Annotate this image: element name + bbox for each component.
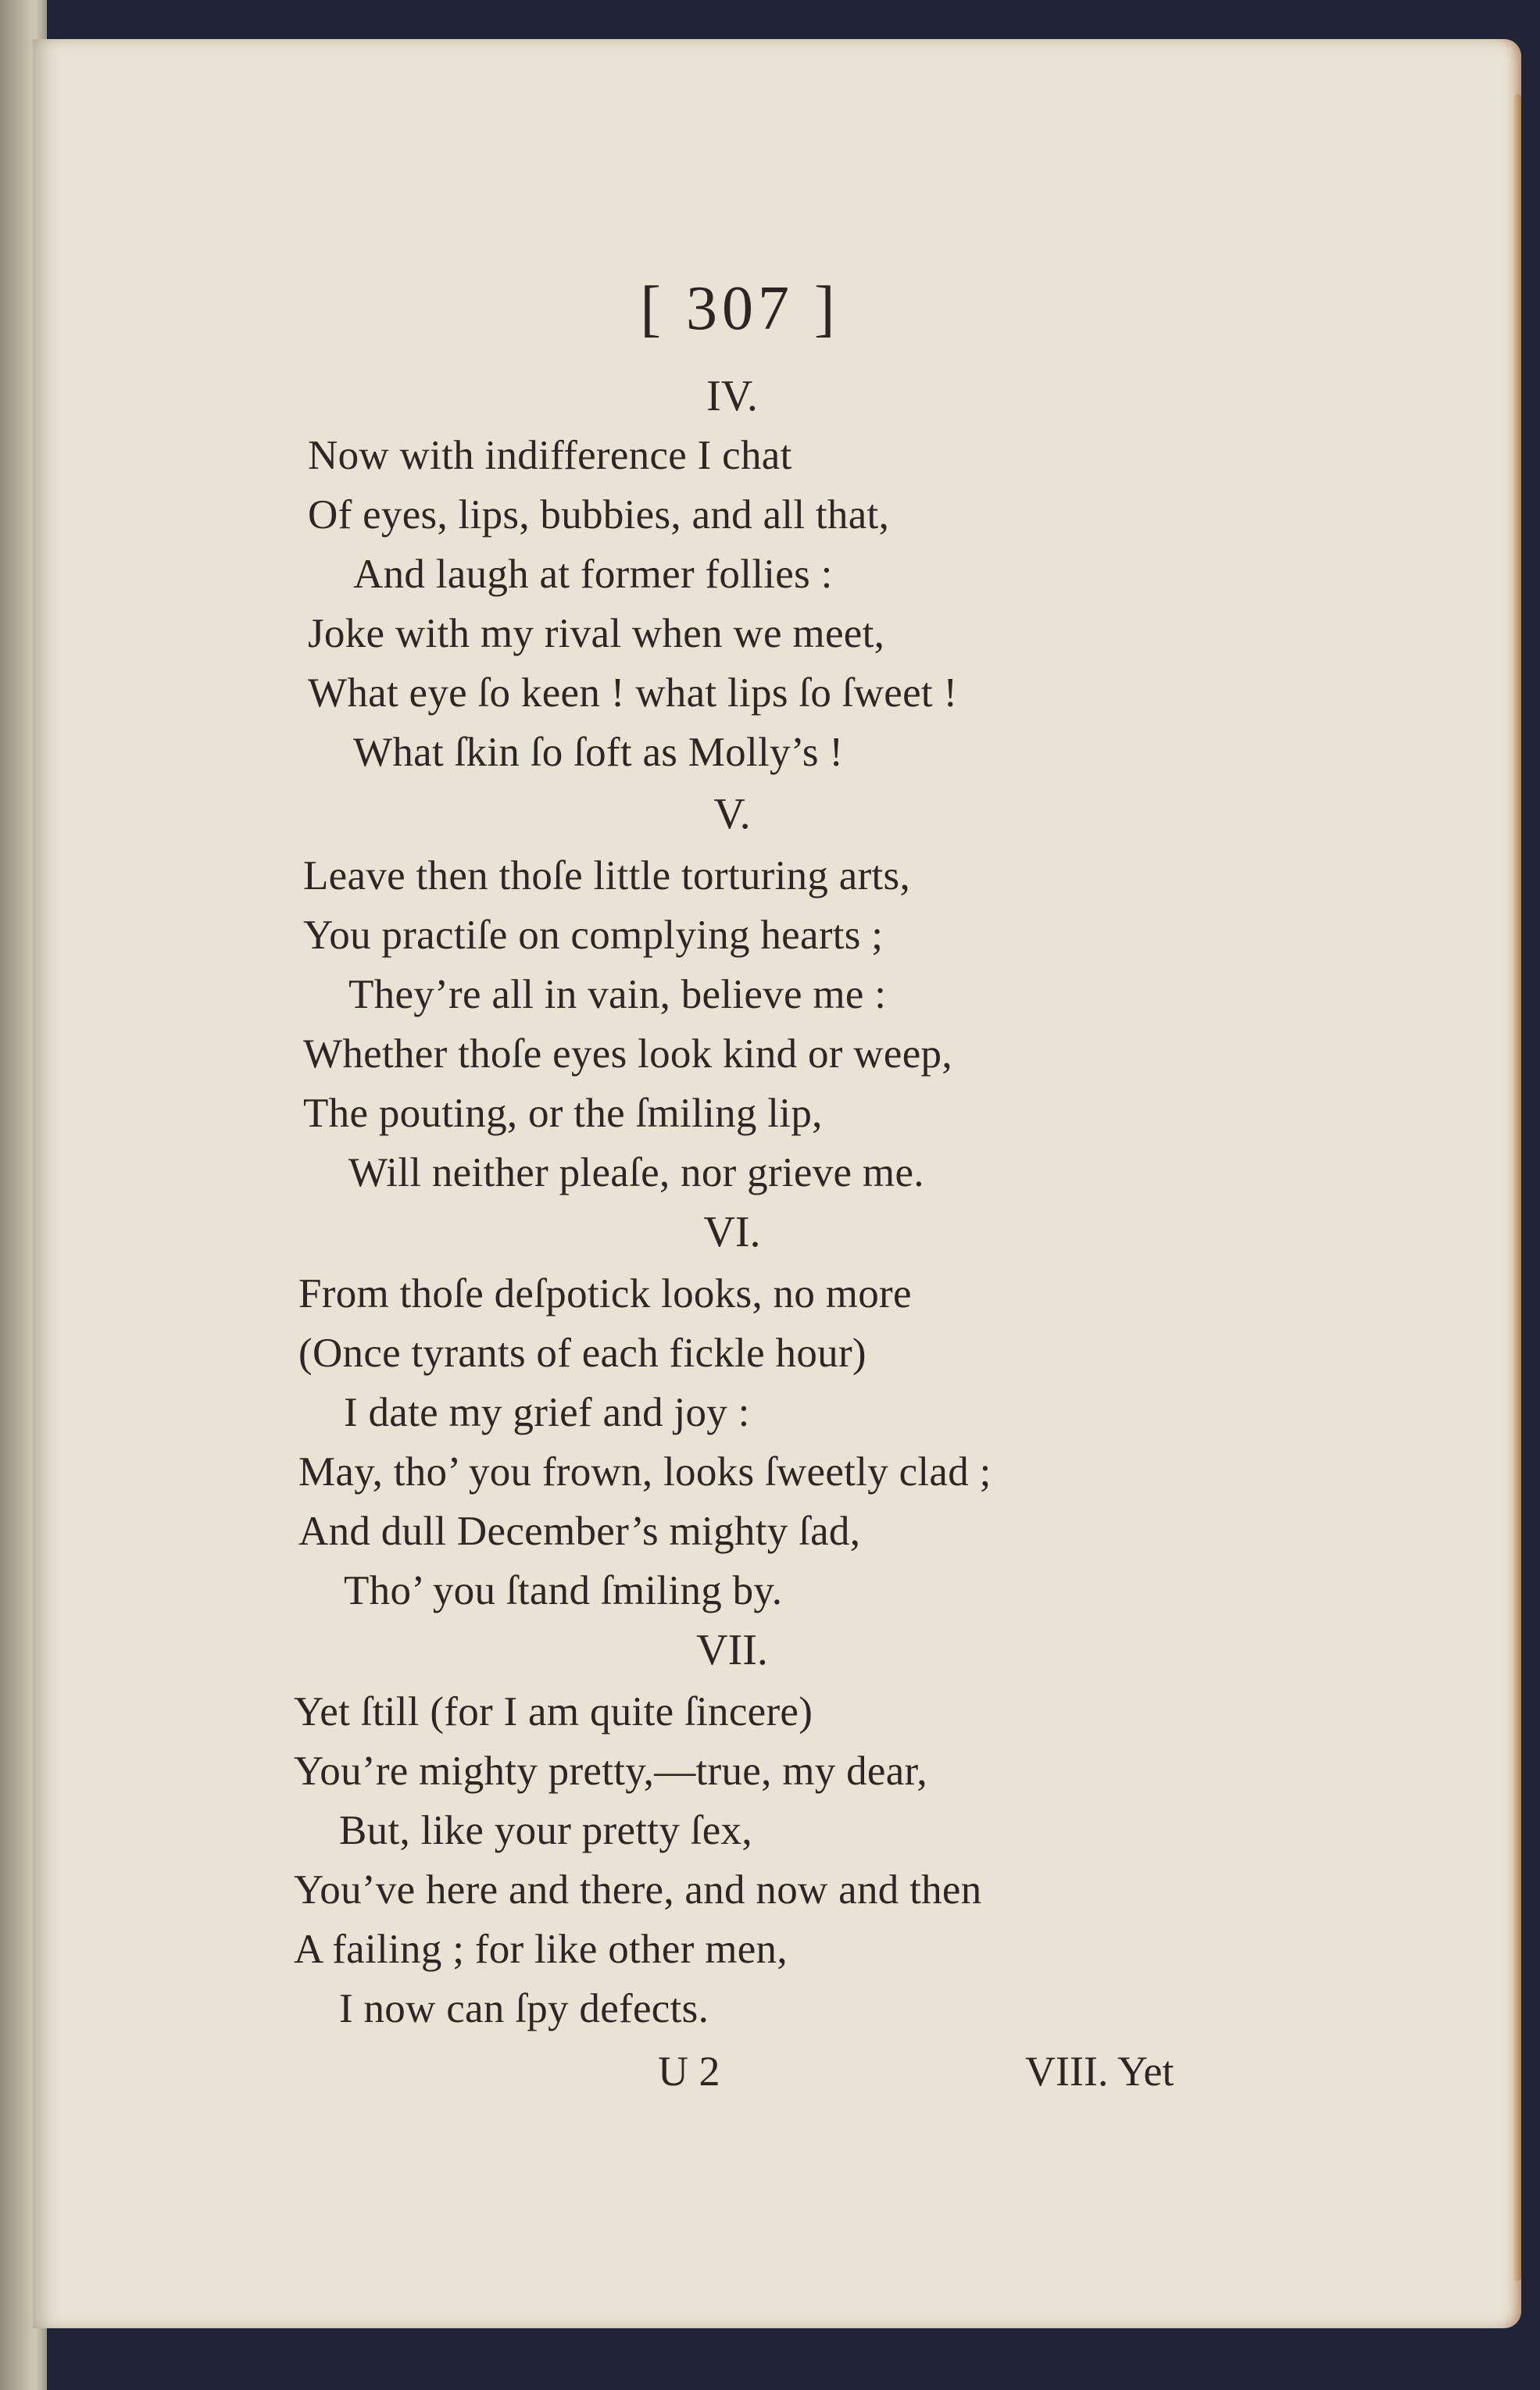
stanza-numeral-iv: IV. (706, 372, 758, 420)
stanza-v-line-6: Will neither pleaſe, nor grieve me. (348, 1150, 924, 1195)
stanza-iv-line-5: What eye ſo keen ! what lips ſo ſweet ! (308, 670, 958, 716)
stanza-vii-line-1: Yet ſtill (for I am quite ſincere) (294, 1689, 813, 1734)
stanza-vi-line-3: I date my grief and joy : (344, 1390, 750, 1435)
stanza-v-line-4: Whether thoſe eyes look kind or weep, (303, 1031, 952, 1077)
stanza-v-line-5: The pouting, or the ſmiling lip, (303, 1091, 823, 1136)
page-number: [ 307 ] (640, 274, 840, 343)
page-content (33, 39, 1521, 2328)
stanza-numeral-v: V. (713, 790, 751, 838)
stanza-vii-line-3: But, like your pretty ſex, (339, 1808, 752, 1853)
stanza-numeral-vi: VI. (703, 1208, 761, 1256)
stanza-v-line-1: Leave then thoſe little torturing arts, (303, 853, 911, 898)
stanza-iv-line-2: Of eyes, lips, bubbies, and all that, (308, 492, 890, 538)
signature-mark: U 2 (658, 2048, 720, 2095)
stanza-vii-line-4: You’ve here and there, and now and then (294, 1867, 982, 1913)
stanza-vi-line-1: From thoſe deſpotick looks, no more (298, 1271, 912, 1316)
stanza-v-line-2: You practiſe on complying hearts ; (303, 913, 884, 958)
stanza-iv-line-4: Joke with my rival when we meet, (308, 611, 885, 656)
stanza-vi-line-5: And dull December’s mighty ſad, (298, 1509, 861, 1554)
stanza-vi-line-2: (Once tyrants of each fickle hour) (298, 1331, 866, 1376)
stanza-iv-line-6: What ſkin ſo ſoft as Molly’s ! (353, 730, 844, 775)
stanza-vii-line-2: You’re mighty pretty,—true, my dear, (294, 1749, 927, 1794)
stanza-v-line-3: They’re all in vain, believe me : (348, 972, 887, 1017)
book-page (33, 39, 1521, 2328)
catchword: VIII. Yet (1025, 2048, 1174, 2095)
stanza-vi-line-4: May, tho’ you frown, looks ſweetly clad ; (298, 1449, 992, 1495)
stanza-numeral-vii: VII. (696, 1626, 768, 1674)
stanza-iv-line-1: Now with indifference I chat (308, 433, 792, 478)
stanza-vii-line-6: I now can ſpy defects. (339, 1986, 709, 2031)
stanza-vi-line-6: Tho’ you ſtand ſmiling by. (344, 1568, 783, 1613)
stanza-vii-line-5: A failing ; for like other men, (294, 1927, 788, 1972)
stanza-iv-line-3: And laugh at former follies : (353, 552, 833, 597)
